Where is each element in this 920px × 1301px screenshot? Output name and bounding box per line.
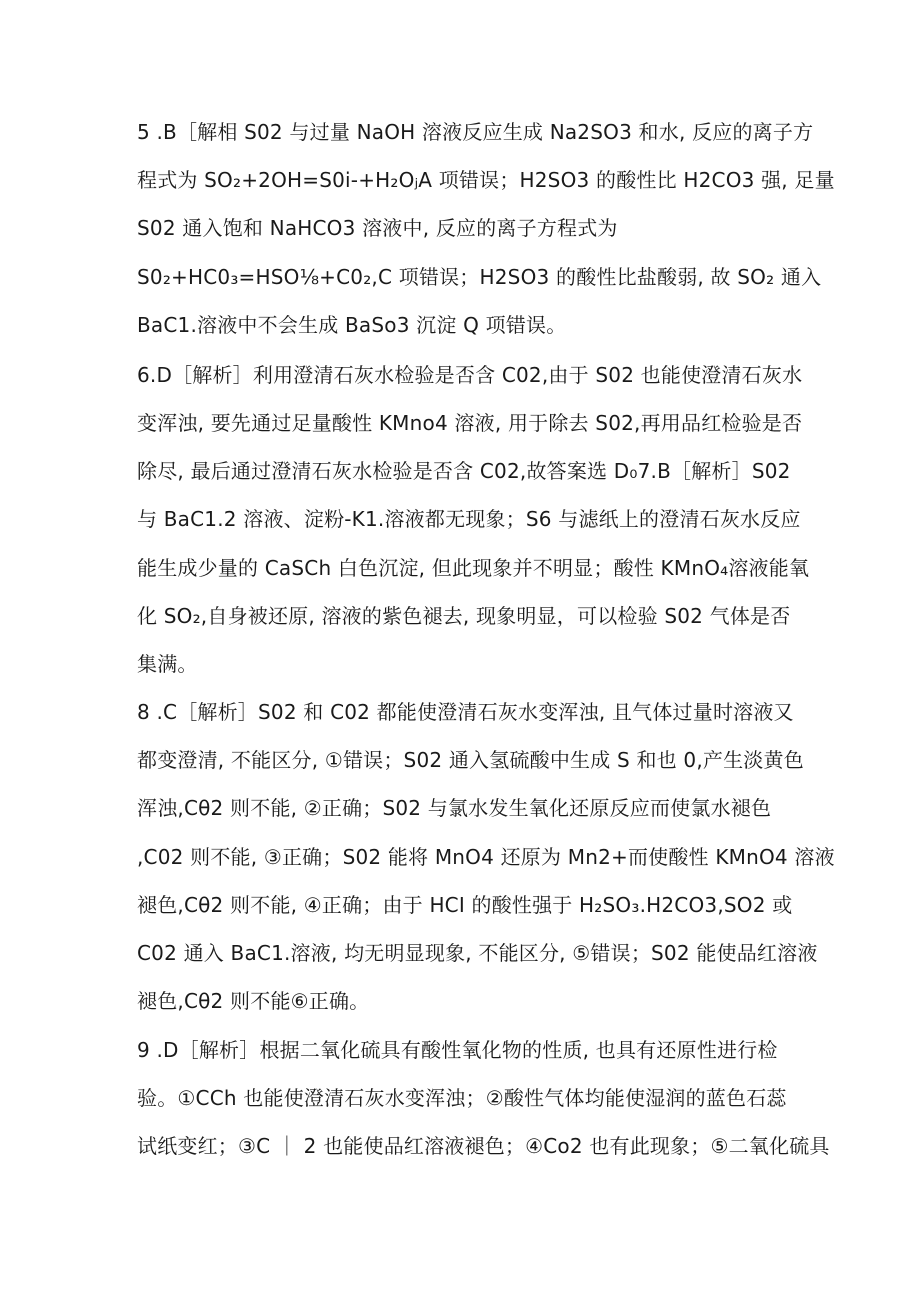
text-line: 化 SO₂,自身被还原, 溶液的紫色褪去, 现象明显，可以检验 S02 气体是否 <box>137 604 791 628</box>
text-line: 浑浊,Cθ2 则不能, ②正确；S02 与氯水发生氧化还原反应而使氯水褪色 <box>137 796 772 820</box>
text-line: S02 通入饱和 NaHCO3 溶液中, 反应的离子方程式为 <box>137 216 618 240</box>
text-line: 除尽, 最后通过澄清石灰水检验是否含 C02,故答案选 D₀7.B［解析］S02 <box>137 459 791 483</box>
text-line: 5 .B［解相 S02 与过量 NaOH 溶液反应生成 Na2SO3 和水, 反应的离子方 <box>137 120 814 144</box>
text-line: 能生成少量的 CaSCh 白色沉淀, 但此现象并不明显；酸性 KMnO₄溶液能氧 <box>137 556 810 580</box>
text-line: 都变澄清, 不能区分, ①错误；S02 通入氢硫酸中生成 S 和也 0,产生淡黄色 <box>137 748 804 772</box>
text-line: 集满。 <box>137 652 198 676</box>
text-line: 试纸变红；③C ｜ 2 也能使品红溶液褪色；④Co2 也有此现象；⑤二氧化硫具 <box>137 1134 830 1158</box>
text-line: BaC1.溶液中不会生成 BaSo3 沉淀 Q 项错误。 <box>137 313 567 337</box>
text-line: 变浑浊, 要先通过足量酸性 KMno4 溶液, 用于除去 S02,再用品红检验是否 <box>137 411 803 435</box>
text-line: C02 通入 BaC1.溶液, 均无明显现象, 不能区分, ⑤错误；S02 能使品红溶液 <box>137 941 818 965</box>
text-line: 验。①CCh 也能使澄清石灰水变浑浊；②酸性气体均能使湿润的蓝色石蕊 <box>137 1086 787 1110</box>
text-line: 褪色,Cθ2 则不能, ④正确；由于 HCI 的酸性强于 H₂SO₃.H2CO3,SO2 或 <box>137 893 793 917</box>
text-line: 褪色,Cθ2 则不能⑥正确。 <box>137 989 370 1013</box>
text-line: 与 BaC1.2 溶液、淀粉-K1.溶液都无现象；S6 与滤纸上的澄清石灰水反应 <box>137 507 801 531</box>
text-line: 程式为 SO₂+2OH=S0i-+H₂OⱼA 项错误；H2SO3 的酸性比 H2CO3 强, 足量 <box>137 168 835 192</box>
text-line: S0₂+HC0₃=HSO⅛+C0₂,C 项错误；H2SO3 的酸性比盐酸弱, 故 SO₂ 通入 <box>137 265 822 289</box>
text-line: 6.D［解析］利用澄清石灰水检验是否含 C02,由于 S02 也能使澄清石灰水 <box>137 363 803 387</box>
text-line: 8 .C［解析］S02 和 C02 都能使澄清石灰水变浑浊, 且气体过量时溶液又 <box>137 700 794 724</box>
text-line: 9 .D［解析］根据二氧化硫具有酸性氧化物的性质, 也具有还原性进行检 <box>137 1038 778 1062</box>
text-line: ,C02 则不能, ③正确；S02 能将 MnO4 还原为 Mn2+而使酸性 KMnO4 溶液 <box>137 845 835 869</box>
